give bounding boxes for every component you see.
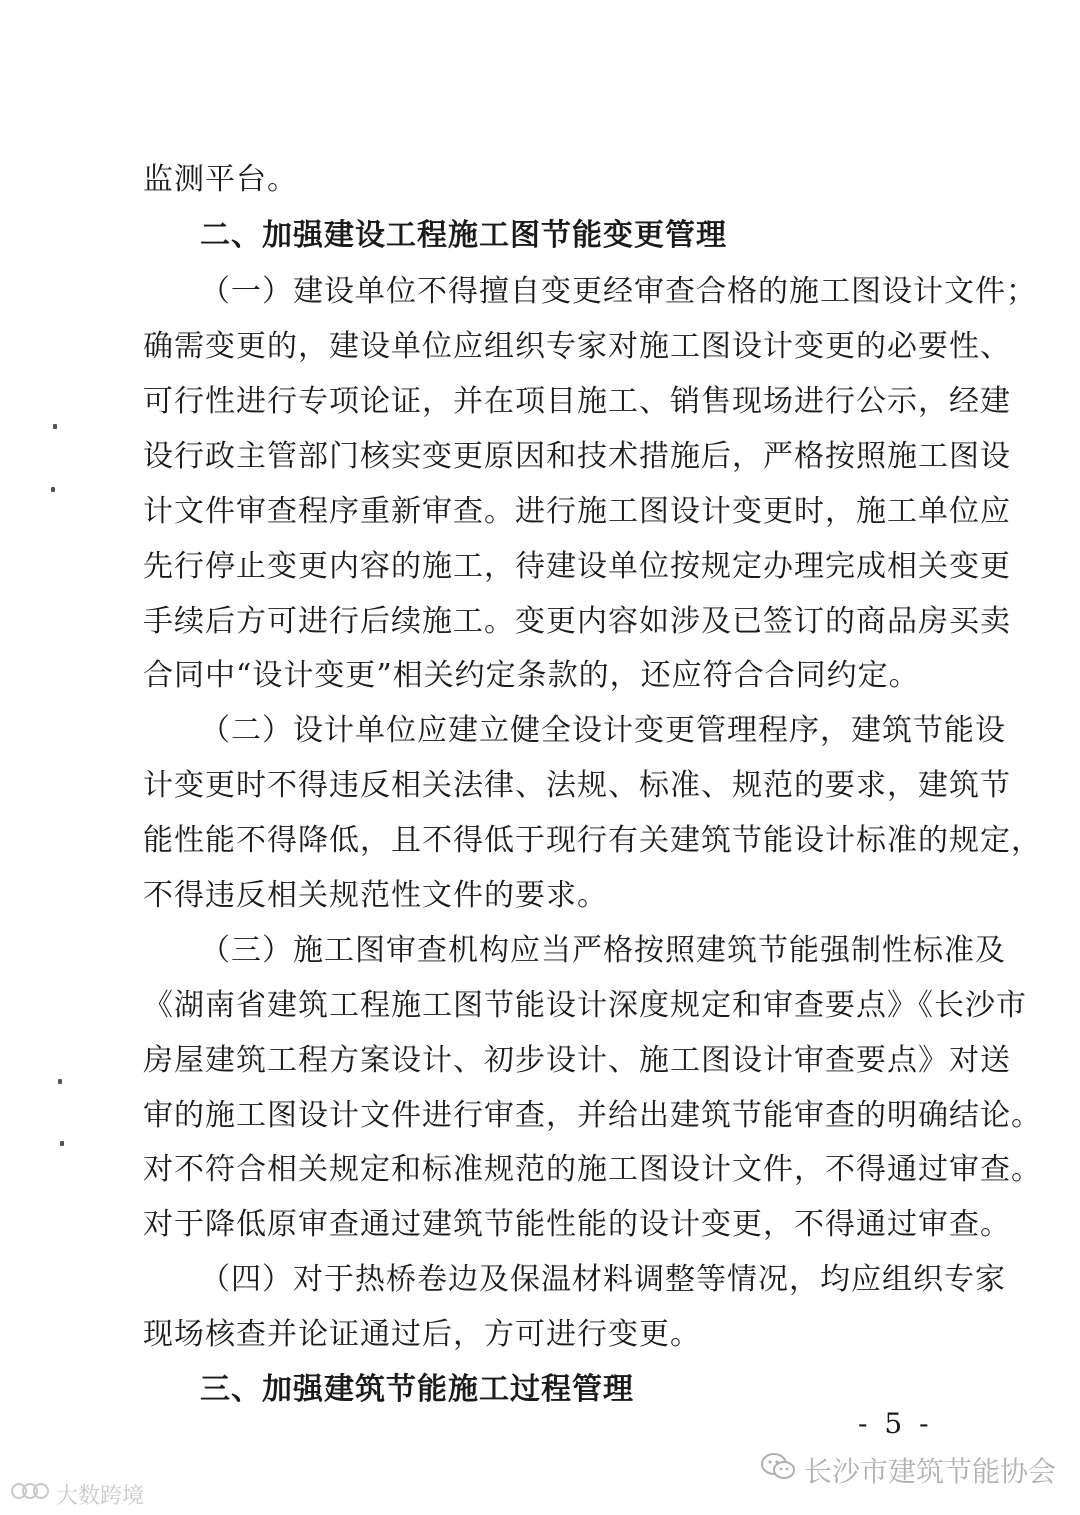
paragraph-1-line-1: （一）建设单位不得擅自变更经审查合格的施工图设计文件； (200, 274, 1037, 309)
body-line-1: 监测平台。 (143, 162, 298, 197)
watermark-right-text: 长沙市建筑节能协会 (804, 1455, 1057, 1488)
paragraph-3-line-2: 《湖南省建筑工程施工图节能设计深度规定和审查要点》《长沙市 (143, 988, 1027, 1023)
paragraph-4-line-2: 现场核查并论证通过后，方可进行变更。 (143, 1317, 701, 1352)
paragraph-3-line-3: 房屋建筑工程方案设计、初步设计、施工图设计审查要点》对送 (143, 1043, 1011, 1078)
paragraph-1-line-6: 先行停止变更内容的施工，待建设单位按规定办理完成相关变更 (143, 549, 1011, 584)
paragraph-4-line-1: （四）对于热桥卷边及保温材料调整等情况，均应组织专家 (200, 1262, 1006, 1297)
watermark-right (760, 1448, 1056, 1492)
paragraph-2-line-4: 不得违反相关规范性文件的要求。 (143, 878, 608, 913)
paragraph-1-line-5: 计文件审查程序重新审查。进行施工图设计变更时，施工单位应 (143, 494, 1011, 529)
logo-icon (10, 1478, 50, 1510)
paragraph-1-line-3: 可行性进行专项论证，并在项目施工、销售现场进行公示，经建 (143, 384, 1011, 419)
section-heading-2: 二、加强建设工程施工图节能变更管理 (200, 218, 727, 253)
paragraph-3-line-5: 对不符合相关规定和标准规范的施工图设计文件，不得通过审查。 (143, 1152, 1042, 1187)
watermark-left (10, 1477, 144, 1511)
scan-speck (51, 487, 55, 492)
page-number: - 5 - (858, 1407, 933, 1440)
paragraph-3-line-4: 审的施工图设计文件进行审查，并给出建筑节能审查的明确结论。 (143, 1098, 1042, 1133)
paragraph-1-line-4: 设行政主管部门核实变更原因和技术措施后，严格按照施工图设 (143, 439, 1011, 474)
paragraph-2-line-3: 能性能不得降低，且不得低于现行有关建筑节能设计标准的规定， (143, 823, 1042, 858)
wechat-icon (760, 1452, 796, 1489)
paragraph-1-line-8: 合同中“设计变更”相关约定条款的，还应符合合同约定。 (143, 658, 920, 693)
paragraph-3-line-6: 对于降低原审查通过建筑节能性能的设计变更，不得通过审查。 (143, 1207, 1011, 1242)
paragraph-2-line-1: （二）设计单位应建立健全设计变更管理程序，建筑节能设 (200, 713, 1006, 748)
watermark-left-text: 大数跨境 (56, 1483, 145, 1509)
scan-speck (60, 1141, 64, 1146)
paragraph-3-line-1: （三）施工图审查机构应当严格按照建筑节能强制性标准及 (200, 933, 1006, 968)
paragraph-1-line-2: 确需变更的，建设单位应组织专家对施工图设计变更的必要性、 (143, 329, 1011, 364)
section-heading-3: 三、加强建筑节能施工过程管理 (200, 1372, 634, 1407)
paragraph-1-line-7: 手续后方可进行后续施工。变更内容如涉及已签订的商品房买卖 (143, 604, 1011, 639)
scan-speck (53, 424, 57, 429)
scan-speck (58, 1079, 62, 1084)
paragraph-2-line-2: 计变更时不得违反相关法律、法规、标准、规范的要求，建筑节 (143, 768, 1011, 803)
